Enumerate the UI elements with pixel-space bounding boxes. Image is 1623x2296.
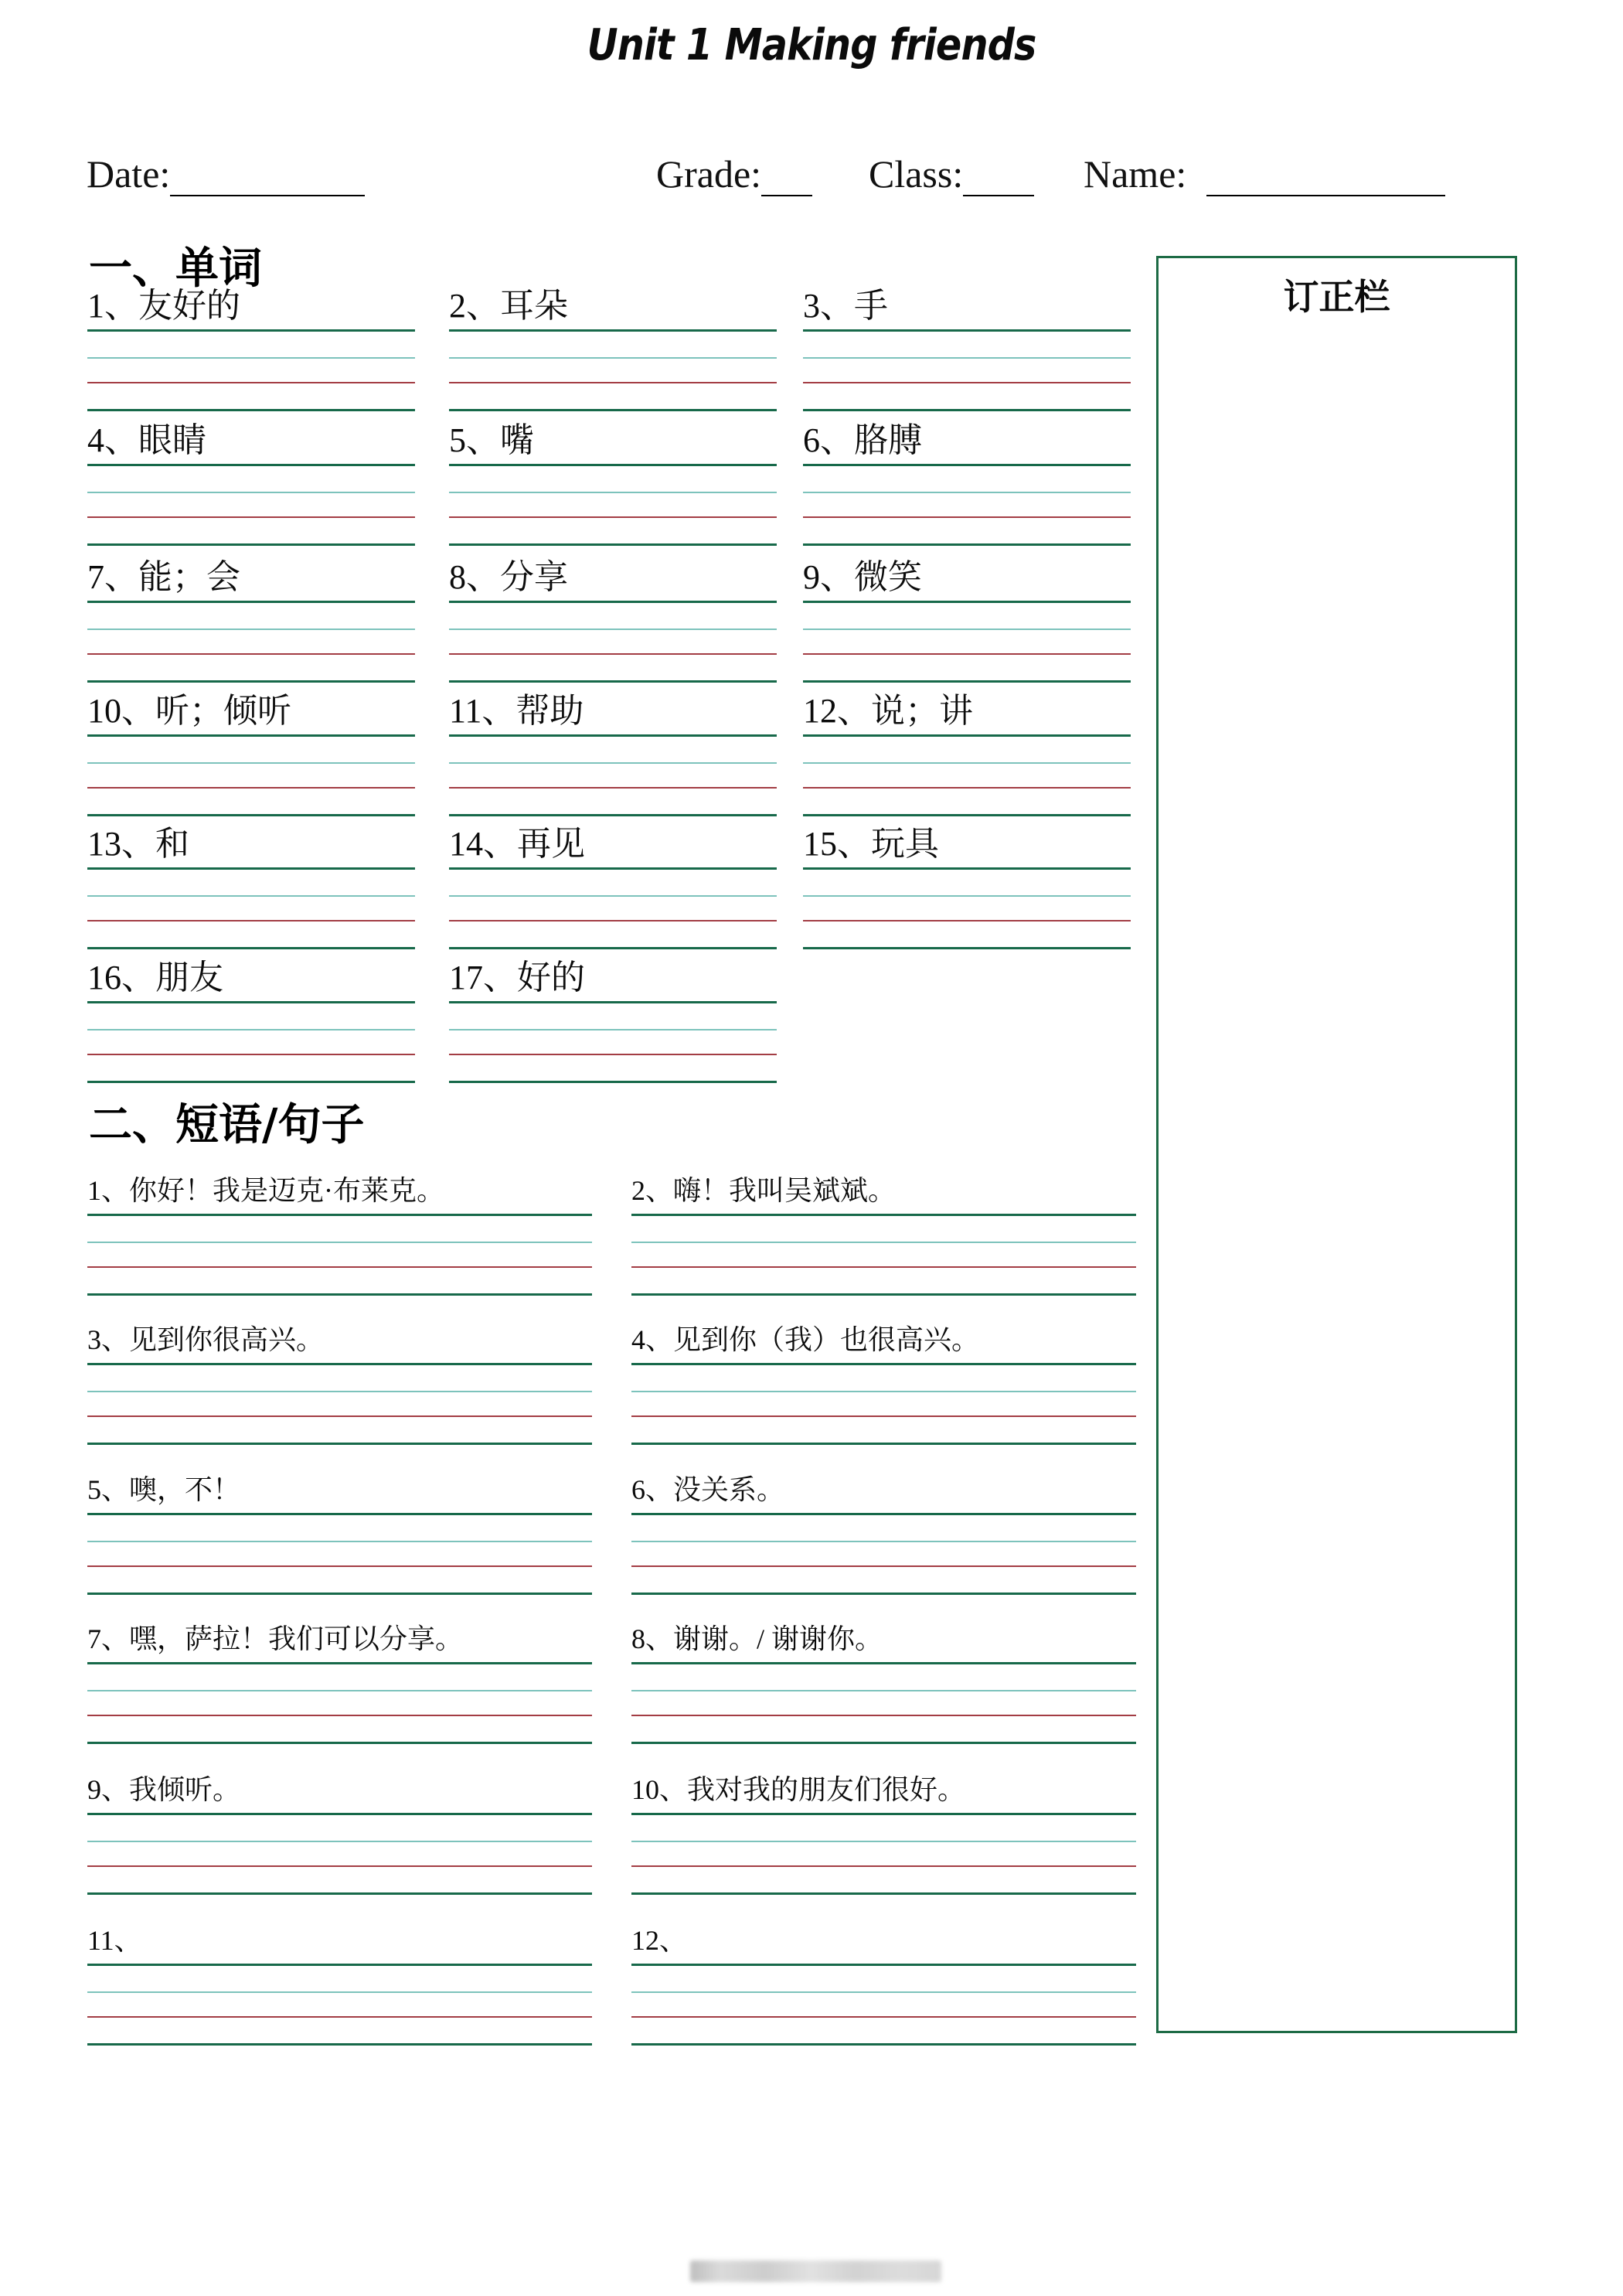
ruled-line-top-green — [449, 329, 777, 332]
words-section-heading: 一、单词 — [89, 244, 262, 294]
list-item — [803, 690, 1131, 816]
writing-lines[interactable] — [87, 734, 415, 816]
ruled-line-top-green — [87, 464, 415, 466]
list-item — [87, 1320, 592, 1445]
writing-lines[interactable] — [87, 1813, 592, 1895]
ruled-line-mid-teal — [87, 1991, 592, 1993]
writing-lines[interactable] — [631, 1964, 1136, 2046]
writing-lines[interactable] — [803, 464, 1131, 546]
item-label: 7、嘿，萨拉！我们可以分享。 — [87, 1623, 464, 1654]
ruled-line-bottom-green — [449, 947, 777, 949]
ruled-line-bottom-green — [87, 409, 415, 411]
item-label: 4、见到你（我）也很高兴。 — [631, 1324, 980, 1355]
ruled-line-mid-teal — [631, 1242, 1136, 1243]
item-label: 7、能；会 — [87, 558, 240, 596]
ruled-line-bottom-green — [803, 680, 1131, 683]
ruled-line-mid-red — [87, 1865, 592, 1867]
writing-lines[interactable] — [803, 601, 1131, 683]
ruled-line-mid-teal — [449, 492, 777, 493]
writing-lines[interactable] — [631, 1214, 1136, 1296]
ruled-line-bottom-green — [803, 814, 1131, 816]
ruled-line-bottom-green — [87, 1293, 592, 1296]
ruled-line-mid-teal — [87, 1391, 592, 1392]
ruled-line-top-green — [803, 601, 1131, 603]
phrases-section-heading: 二、短语/句子 — [89, 1100, 365, 1150]
ruled-line-top-green — [87, 734, 415, 737]
ruled-line-top-green — [803, 464, 1131, 466]
ruled-line-mid-teal — [803, 629, 1131, 630]
ruled-line-mid-red — [87, 653, 415, 655]
item-label: 15、玩具 — [803, 825, 939, 863]
ruled-line-mid-red — [87, 1415, 592, 1417]
list-item — [449, 956, 777, 1083]
ruled-line-mid-teal — [803, 357, 1131, 359]
item-label: 10、听；倾听 — [87, 692, 291, 730]
ruled-line-mid-teal — [449, 1029, 777, 1030]
list-item — [87, 1171, 592, 1296]
item-label: 3、手 — [803, 287, 888, 325]
writing-lines[interactable] — [449, 601, 777, 683]
ruled-line-mid-teal — [87, 492, 415, 493]
writing-lines[interactable] — [87, 1662, 592, 1744]
item-label: 4、眼睛 — [87, 421, 206, 459]
writing-lines[interactable] — [631, 1363, 1136, 1445]
class-label: Class: — [869, 152, 964, 196]
ruled-line-top-green — [87, 1513, 592, 1515]
grade-input-line[interactable] — [761, 155, 812, 196]
ruled-line-mid-red — [631, 2016, 1136, 2018]
item-label: 13、和 — [87, 825, 189, 863]
writing-lines[interactable] — [87, 601, 415, 683]
ruled-line-bottom-green — [87, 1593, 592, 1595]
ruled-line-bottom-green — [449, 1081, 777, 1083]
list-item — [803, 284, 1131, 411]
writing-lines[interactable] — [631, 1813, 1136, 1895]
item-label: 11、帮助 — [449, 692, 584, 730]
ruled-line-top-green — [631, 1363, 1136, 1365]
item-label: 8、分享 — [449, 558, 568, 596]
list-item — [449, 823, 777, 949]
ruled-line-mid-teal — [631, 1841, 1136, 1842]
ruled-line-top-green — [449, 867, 777, 870]
ruled-line-bottom-green — [87, 947, 415, 949]
item-label: 1、你好！我是迈克·布莱克。 — [87, 1175, 444, 1206]
correction-box-title: 订正栏 — [1283, 276, 1390, 318]
name-input-line[interactable] — [1206, 155, 1445, 196]
ruled-line-mid-teal — [631, 1391, 1136, 1392]
ruled-line-mid-teal — [449, 762, 777, 764]
ruled-line-mid-red — [87, 920, 415, 921]
ruled-line-bottom-green — [87, 1742, 592, 1744]
ruled-line-top-green — [631, 1662, 1136, 1664]
correction-box — [1156, 256, 1517, 2033]
ruled-line-mid-red — [449, 1054, 777, 1055]
ruled-line-mid-teal — [803, 762, 1131, 764]
list-item — [631, 1770, 1136, 1895]
ruled-line-bottom-green — [803, 409, 1131, 411]
list-item — [449, 284, 777, 411]
ruled-line-top-green — [87, 1813, 592, 1815]
writing-lines[interactable] — [87, 1513, 592, 1595]
date-label: Date: — [87, 152, 171, 196]
ruled-line-mid-teal — [449, 357, 777, 359]
list-item — [449, 690, 777, 816]
writing-lines[interactable] — [449, 734, 777, 816]
writing-lines[interactable] — [87, 1363, 592, 1445]
ruled-line-bottom-green — [87, 814, 415, 816]
ruled-line-mid-red — [803, 920, 1131, 921]
ruled-line-bottom-green — [803, 947, 1131, 949]
ruled-line-top-green — [803, 734, 1131, 737]
ruled-line-top-green — [631, 1513, 1136, 1515]
ruled-line-mid-teal — [449, 895, 777, 897]
ruled-line-mid-red — [631, 1715, 1136, 1716]
ruled-line-top-green — [449, 1001, 777, 1003]
ruled-line-top-green — [449, 734, 777, 737]
item-label: 12、说；讲 — [803, 692, 973, 730]
writing-lines[interactable] — [87, 867, 415, 949]
ruled-line-top-green — [87, 867, 415, 870]
ruled-line-bottom-green — [87, 1892, 592, 1895]
ruled-line-mid-teal — [87, 1690, 592, 1691]
item-label: 5、嘴 — [449, 421, 534, 459]
ruled-line-top-green — [87, 1001, 415, 1003]
ruled-line-bottom-green — [87, 1443, 592, 1445]
list-item — [631, 1620, 1136, 1744]
name-field — [1084, 152, 1445, 196]
ruled-line-mid-red — [631, 1415, 1136, 1417]
ruled-line-mid-teal — [631, 1541, 1136, 1542]
ruled-line-top-green — [803, 867, 1131, 870]
ruled-line-mid-red — [87, 787, 415, 789]
ruled-line-bottom-green — [631, 2043, 1136, 2046]
ruled-line-mid-teal — [87, 762, 415, 764]
ruled-line-bottom-green — [631, 1593, 1136, 1595]
ruled-line-mid-teal — [87, 1029, 415, 1030]
writing-lines[interactable] — [803, 867, 1131, 949]
ruled-line-top-green — [87, 1214, 592, 1216]
item-label: 12、 — [631, 1925, 688, 1956]
watermark — [690, 2260, 941, 2282]
ruled-line-mid-red — [803, 787, 1131, 789]
item-label: 3、见到你很高兴。 — [87, 1324, 325, 1355]
ruled-line-mid-red — [87, 382, 415, 383]
list-item — [87, 1921, 592, 2046]
ruled-line-mid-red — [449, 382, 777, 383]
item-label: 5、噢，不！ — [87, 1474, 241, 1505]
ruled-line-mid-teal — [87, 1541, 592, 1542]
grade-label: Grade: — [656, 152, 762, 196]
writing-lines[interactable] — [449, 1001, 777, 1083]
ruled-line-bottom-green — [449, 409, 777, 411]
list-item — [803, 556, 1131, 683]
writing-lines[interactable] — [803, 329, 1131, 411]
writing-lines[interactable] — [87, 329, 415, 411]
list-item — [87, 690, 415, 816]
ruled-line-top-green — [449, 464, 777, 466]
ruled-line-bottom-green — [631, 1293, 1136, 1296]
ruled-line-top-green — [631, 1964, 1136, 1966]
ruled-line-mid-red — [87, 1715, 592, 1716]
item-label: 9、我倾听。 — [87, 1774, 241, 1805]
list-item — [87, 1620, 592, 1744]
ruled-line-mid-red — [631, 1865, 1136, 1867]
ruled-line-mid-red — [631, 1565, 1136, 1567]
ruled-line-mid-teal — [803, 895, 1131, 897]
list-item — [449, 419, 777, 546]
ruled-line-bottom-green — [449, 814, 777, 816]
writing-lines[interactable] — [631, 1513, 1136, 1595]
writing-lines[interactable] — [87, 464, 415, 546]
writing-lines[interactable] — [803, 734, 1131, 816]
item-label: 1、友好的 — [87, 287, 240, 325]
writing-lines[interactable] — [87, 1964, 592, 2046]
item-label: 9、微笑 — [803, 558, 922, 596]
list-item — [87, 284, 415, 411]
item-label: 6、没关系。 — [631, 1474, 785, 1505]
ruled-line-mid-teal — [803, 492, 1131, 493]
list-item — [449, 556, 777, 683]
item-label: 17、好的 — [449, 959, 585, 996]
list-item — [87, 1470, 592, 1595]
ruled-line-bottom-green — [87, 680, 415, 683]
list-item — [631, 1470, 1136, 1595]
ruled-line-mid-red — [449, 920, 777, 921]
item-label: 14、再见 — [449, 825, 585, 863]
ruled-line-top-green — [803, 329, 1131, 332]
item-label: 10、我对我的朋友们很好。 — [631, 1774, 966, 1805]
grade-field — [656, 152, 812, 196]
ruled-line-mid-red — [449, 516, 777, 518]
date-input-line[interactable] — [170, 155, 365, 196]
ruled-line-mid-red — [87, 1054, 415, 1055]
item-label: 2、耳朵 — [449, 287, 568, 325]
ruled-line-bottom-green — [631, 1742, 1136, 1744]
ruled-line-mid-red — [87, 1266, 592, 1268]
writing-lines[interactable] — [631, 1662, 1136, 1744]
ruled-line-mid-red — [631, 1266, 1136, 1268]
ruled-line-top-green — [631, 1813, 1136, 1815]
ruled-line-mid-teal — [87, 1841, 592, 1842]
ruled-line-mid-red — [803, 382, 1131, 383]
ruled-line-top-green — [87, 601, 415, 603]
ruled-line-mid-teal — [449, 629, 777, 630]
ruled-line-mid-teal — [87, 629, 415, 630]
ruled-line-mid-teal — [87, 895, 415, 897]
ruled-line-top-green — [87, 1662, 592, 1664]
ruled-line-bottom-green — [449, 680, 777, 683]
class-input-line[interactable] — [963, 155, 1034, 196]
item-label: 8、谢谢。/ 谢谢你。 — [631, 1623, 883, 1654]
ruled-line-bottom-green — [449, 543, 777, 546]
list-item — [87, 823, 415, 949]
item-label: 11、 — [87, 1925, 142, 1956]
ruled-line-bottom-green — [87, 543, 415, 546]
item-label: 6、胳膊 — [803, 421, 922, 459]
ruled-line-bottom-green — [803, 543, 1131, 546]
writing-lines[interactable] — [449, 329, 777, 411]
ruled-line-mid-red — [803, 516, 1131, 518]
list-item — [631, 1320, 1136, 1445]
list-item — [87, 556, 415, 683]
list-item — [631, 1171, 1136, 1296]
item-label: 2、嗨！我叫吴斌斌。 — [631, 1175, 897, 1206]
list-item — [87, 956, 415, 1083]
list-item — [87, 419, 415, 546]
ruled-line-top-green — [449, 601, 777, 603]
ruled-line-top-green — [87, 329, 415, 332]
page-title: Unit 1 Making friends — [587, 20, 1036, 70]
list-item — [803, 419, 1131, 546]
class-field — [869, 152, 1034, 196]
ruled-line-mid-red — [449, 787, 777, 789]
ruled-line-bottom-green — [87, 1081, 415, 1083]
ruled-line-mid-teal — [631, 1991, 1136, 1993]
writing-lines[interactable] — [449, 464, 777, 546]
ruled-line-mid-red — [87, 516, 415, 518]
ruled-line-bottom-green — [87, 2043, 592, 2046]
name-label: Name: — [1084, 152, 1187, 196]
writing-lines[interactable] — [87, 1001, 415, 1083]
ruled-line-bottom-green — [631, 1892, 1136, 1895]
date-field — [87, 152, 365, 196]
ruled-line-mid-red — [87, 1565, 592, 1567]
list-item — [631, 1921, 1136, 2046]
ruled-line-mid-teal — [631, 1690, 1136, 1691]
item-label: 16、朋友 — [87, 959, 223, 996]
list-item — [803, 823, 1131, 949]
writing-lines[interactable] — [449, 867, 777, 949]
ruled-line-mid-red — [449, 653, 777, 655]
ruled-line-mid-teal — [87, 357, 415, 359]
ruled-line-mid-red — [803, 653, 1131, 655]
writing-lines[interactable] — [87, 1214, 592, 1296]
ruled-line-top-green — [87, 1964, 592, 1966]
ruled-line-mid-teal — [87, 1242, 592, 1243]
ruled-line-mid-red — [87, 2016, 592, 2018]
ruled-line-bottom-green — [631, 1443, 1136, 1445]
ruled-line-top-green — [87, 1363, 592, 1365]
list-item — [87, 1770, 592, 1895]
ruled-line-top-green — [631, 1214, 1136, 1216]
